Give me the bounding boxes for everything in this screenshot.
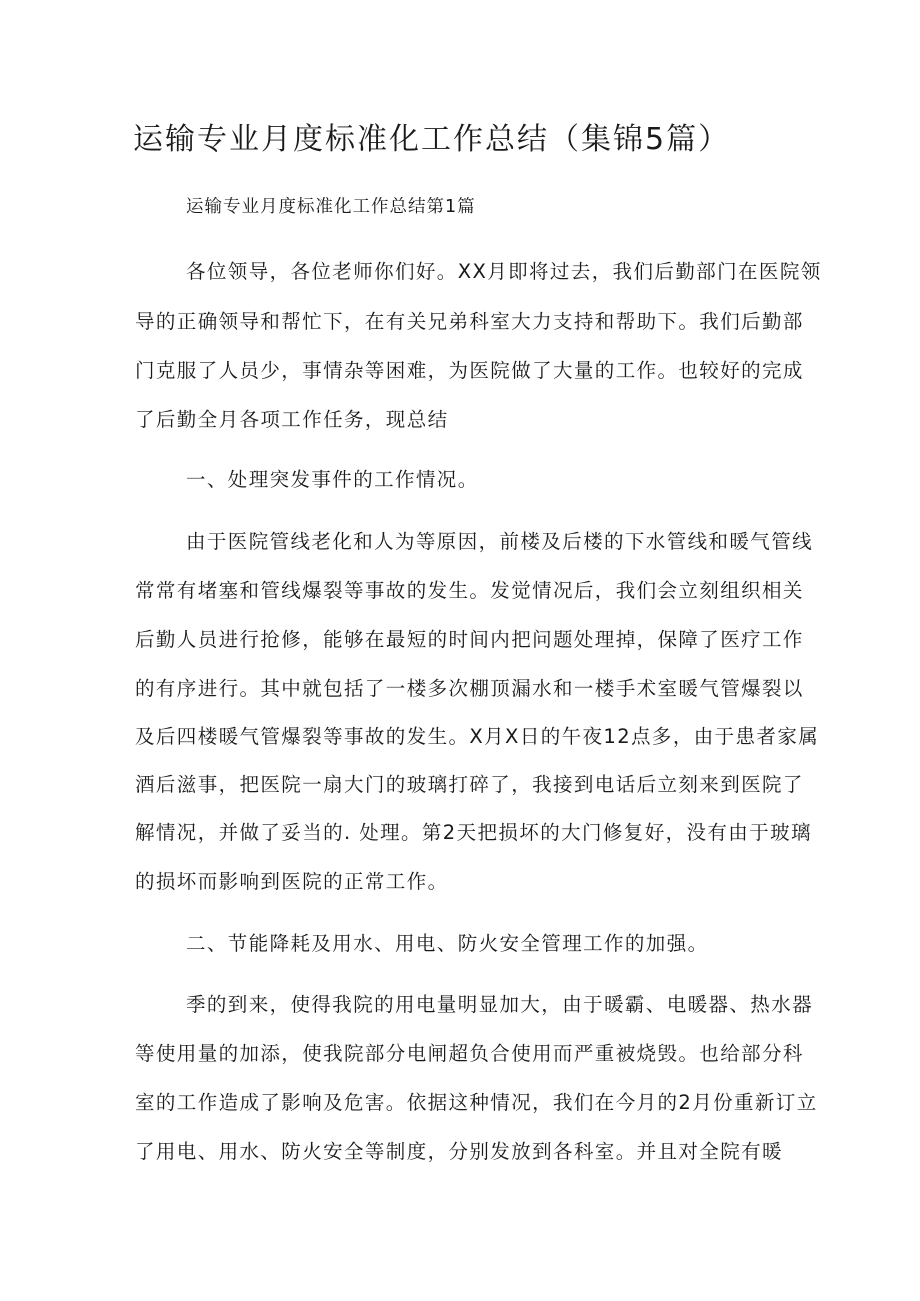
paragraph-line: 酒后滋事，把医院一扇大门的玻璃打碎了，我接到电话后立刻来到医院了 <box>135 773 804 796</box>
paragraph-line: 了后勤全月各项工作任务，现总结 <box>135 408 449 431</box>
paragraph-line: 解情况，并做了妥当的. 处理。第2天把损坏的大门修复好，没有由于玻璃 <box>135 821 812 844</box>
paragraph-line: 导的正确领导和帮忙下，在有关兄弟科室大力支持和帮助下。我们后勤部 <box>135 310 804 333</box>
paragraph-line: 等使用量的加添，使我院部分电闸超负合使用而严重被烧毁。也给部分科 <box>135 1042 804 1065</box>
paragraph-line: 各位领导，各位老师你们好。XX月即将过去，我们后勤部门在医院领 <box>186 260 822 283</box>
paragraph-line: 门克服了人员少，事情杂等困难，为医院做了大量的工作。也较好的完成 <box>135 359 804 382</box>
paragraph-line: 了用电、用水、防火安全等制度，分别发放到各科室。并且对全院有暖 <box>135 1140 783 1163</box>
paragraph-line: 常常有堵塞和管线爆裂等事故的发生。发觉情况后，我们会立刻组织相关 <box>135 579 804 602</box>
section-heading: 二、节能降耗及用水、用电、防火安全管理工作的加强。 <box>186 932 709 955</box>
paragraph-line: 由于医院管线老化和人为等原因，前楼及后楼的下水管线和暖气管线 <box>186 530 814 553</box>
section-subtitle: 运输专业月度标准化工作总结第1篇 <box>186 197 476 217</box>
paragraph-line: 的损坏而影响到医院的正常工作。 <box>135 870 449 893</box>
paragraph-line: 及后四楼暖气管爆裂等事故的发生。X月X日的午夜12点多，由于患者家属 <box>135 725 820 748</box>
paragraph-line: 季的到来，使得我院的用电量明显加大，由于暖霸、电暖器、热水器 <box>186 993 814 1016</box>
paragraph-line: 后勤人员进行抢修，能够在最短的时间内把问题处理掉，保障了医疗工作 <box>135 628 804 651</box>
paragraph-line: 的有序进行。其中就包括了一楼多次棚顶漏水和一楼手术室暖气管爆裂以 <box>135 677 804 700</box>
paragraph-line: 室的工作造成了影响及危害。依据这种情况，我们在今月的2月份重新订立 <box>135 1091 818 1114</box>
section-heading: 一、处理突发事件的工作情况。 <box>186 468 479 491</box>
document-title: 运输专业月度标准化工作总结（集锦5篇） <box>133 122 731 157</box>
